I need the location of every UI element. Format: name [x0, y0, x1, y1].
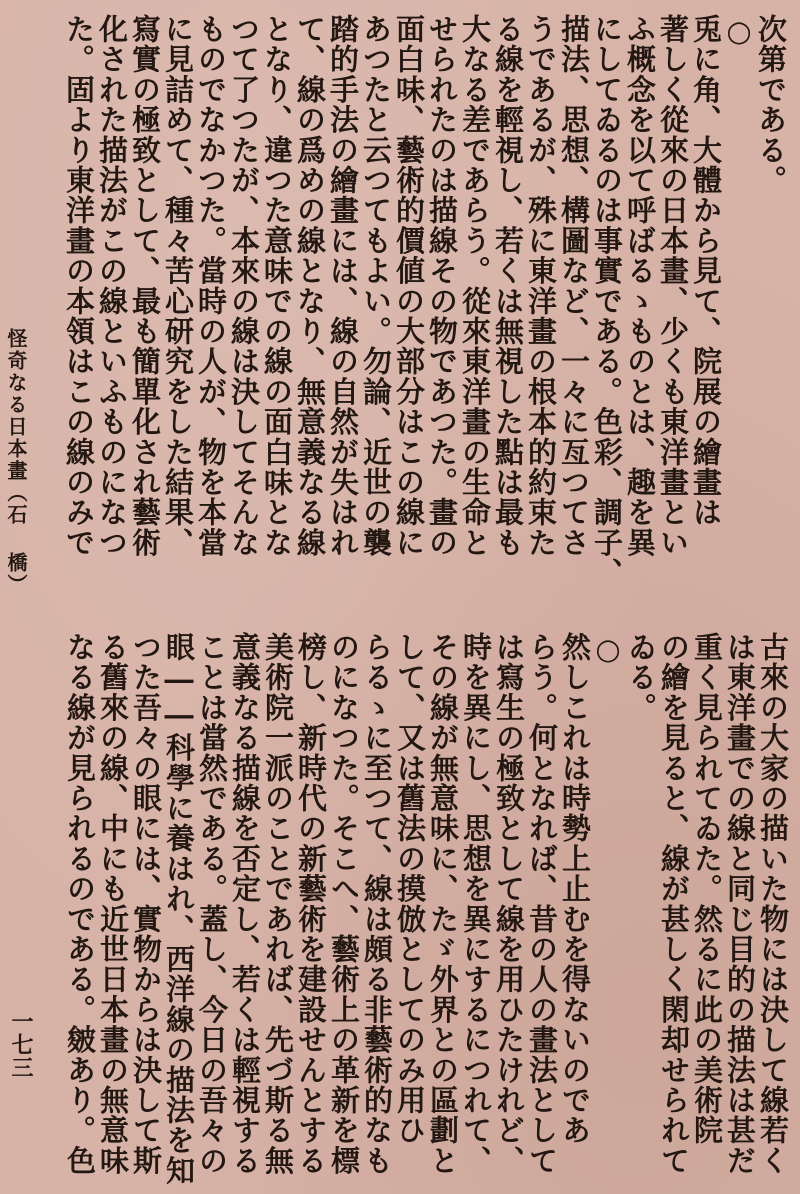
text-column: らう。何となれば、昔の人の畫法として: [525, 632, 559, 1176]
text-column: 著しく從來の日本畫、少くも東洋畫とい: [656, 14, 690, 558]
text-column: 次第である。: [754, 14, 788, 196]
text-column: は寫生の極致として線を用ひたけれど、: [492, 632, 526, 1176]
text-column: は東洋畫での線と同じ目的の描法は甚だ: [723, 632, 757, 1176]
section-marker: ○: [591, 632, 625, 668]
text-column: て、線の爲めの線となり、無意義なる線: [293, 14, 327, 558]
text-column: のになつた。そこへ、藝術上の革新を標: [327, 632, 361, 1176]
text-column: つて了つたが、本來の線は決してそんな: [227, 14, 261, 558]
text-column: となり、違つた意味での線の面白味とな: [260, 14, 294, 558]
text-column: にしてゐるのは事實である。色彩、調子、: [590, 14, 624, 588]
text-column: た。固より東洋畫の本領はこの線のみで: [62, 14, 96, 558]
text-column: らるゝに至つて、線は頗る非藝術的なも: [360, 632, 394, 1176]
text-column: 然しこれは時勢上止むを得ないのであ: [558, 632, 592, 1146]
text-column: 重く見られてゐた。然るに此の美術院: [690, 632, 724, 1146]
page-number: 一七三: [8, 1010, 34, 1079]
text-column: 眼――科學に養はれ、西洋線の描法を知: [162, 632, 196, 1186]
text-column: 寫實の極致として、最も簡單化され藝術: [128, 14, 162, 558]
text-column: 踏的手法の繪畫には、線の自然が失はれ: [326, 14, 360, 558]
text-column: なる線が見られるのである。皴あり。色: [63, 632, 97, 1176]
text-column: 面白味、藝術的價値の大部分はこの線に: [392, 14, 426, 558]
text-column: うであるが、殊に東洋畫の根本的約束た: [524, 14, 558, 558]
text-column: ゐる。: [624, 632, 658, 723]
running-head: 怪奇なる日本畫（石 橋）: [4, 328, 28, 596]
text-column: 大なる差であらう。從來東洋畫の生命と: [458, 14, 492, 558]
text-column: 美術院一派のことであれば、先づ斯る無: [261, 632, 295, 1176]
text-column: 時を異にし、思想を異にするにつれて、: [459, 632, 493, 1176]
text-column: 榜し、新時代の新藝術を建設せんとする: [294, 632, 328, 1176]
text-column: の繪を見ると、線が甚しく閑却せられて: [657, 632, 691, 1176]
text-column: る舊來の線、中にも近世日本畫の無意味: [96, 632, 130, 1176]
text-column: つた吾々の眼には、實物からは決して斯: [129, 632, 163, 1176]
text-column: その線が無意味に、たゞ外界との區劃と: [426, 632, 460, 1176]
text-column: して、又は舊法の摸倣としてのみ用ひ: [393, 632, 427, 1146]
section-marker: ○: [722, 14, 756, 50]
text-column: る線を輕視し、若くは無視した點は最も: [491, 14, 525, 558]
text-column: 古來の大家の描いた物には決して線若く: [756, 632, 790, 1176]
text-column: 描法、思想、構圖など、一々に亙つてさ: [557, 14, 591, 558]
text-column: あつたと云つてもよい。勿論、近世の襲: [359, 14, 393, 558]
text-column: 兎に角、大體から見て、院展の繪畫は: [689, 14, 723, 528]
text-column: 化された描法がこの線といふものになつ: [95, 14, 129, 558]
text-column: せられたのは描線その物であつた。畫の: [425, 14, 459, 558]
text-column: ものでなかつた。當時の人が、物を本當: [194, 14, 228, 558]
text-column: ふ概念を以て呼ばるゝものとは、趣を異: [623, 14, 657, 558]
text-column: 意義なる描線を否定し、若くは輕視する: [228, 632, 262, 1176]
text-column: ことは當然である。蓋し、今日の吾々の: [195, 632, 229, 1176]
text-column: に見詰めて、種々苦心研究をした結果、: [161, 14, 195, 558]
